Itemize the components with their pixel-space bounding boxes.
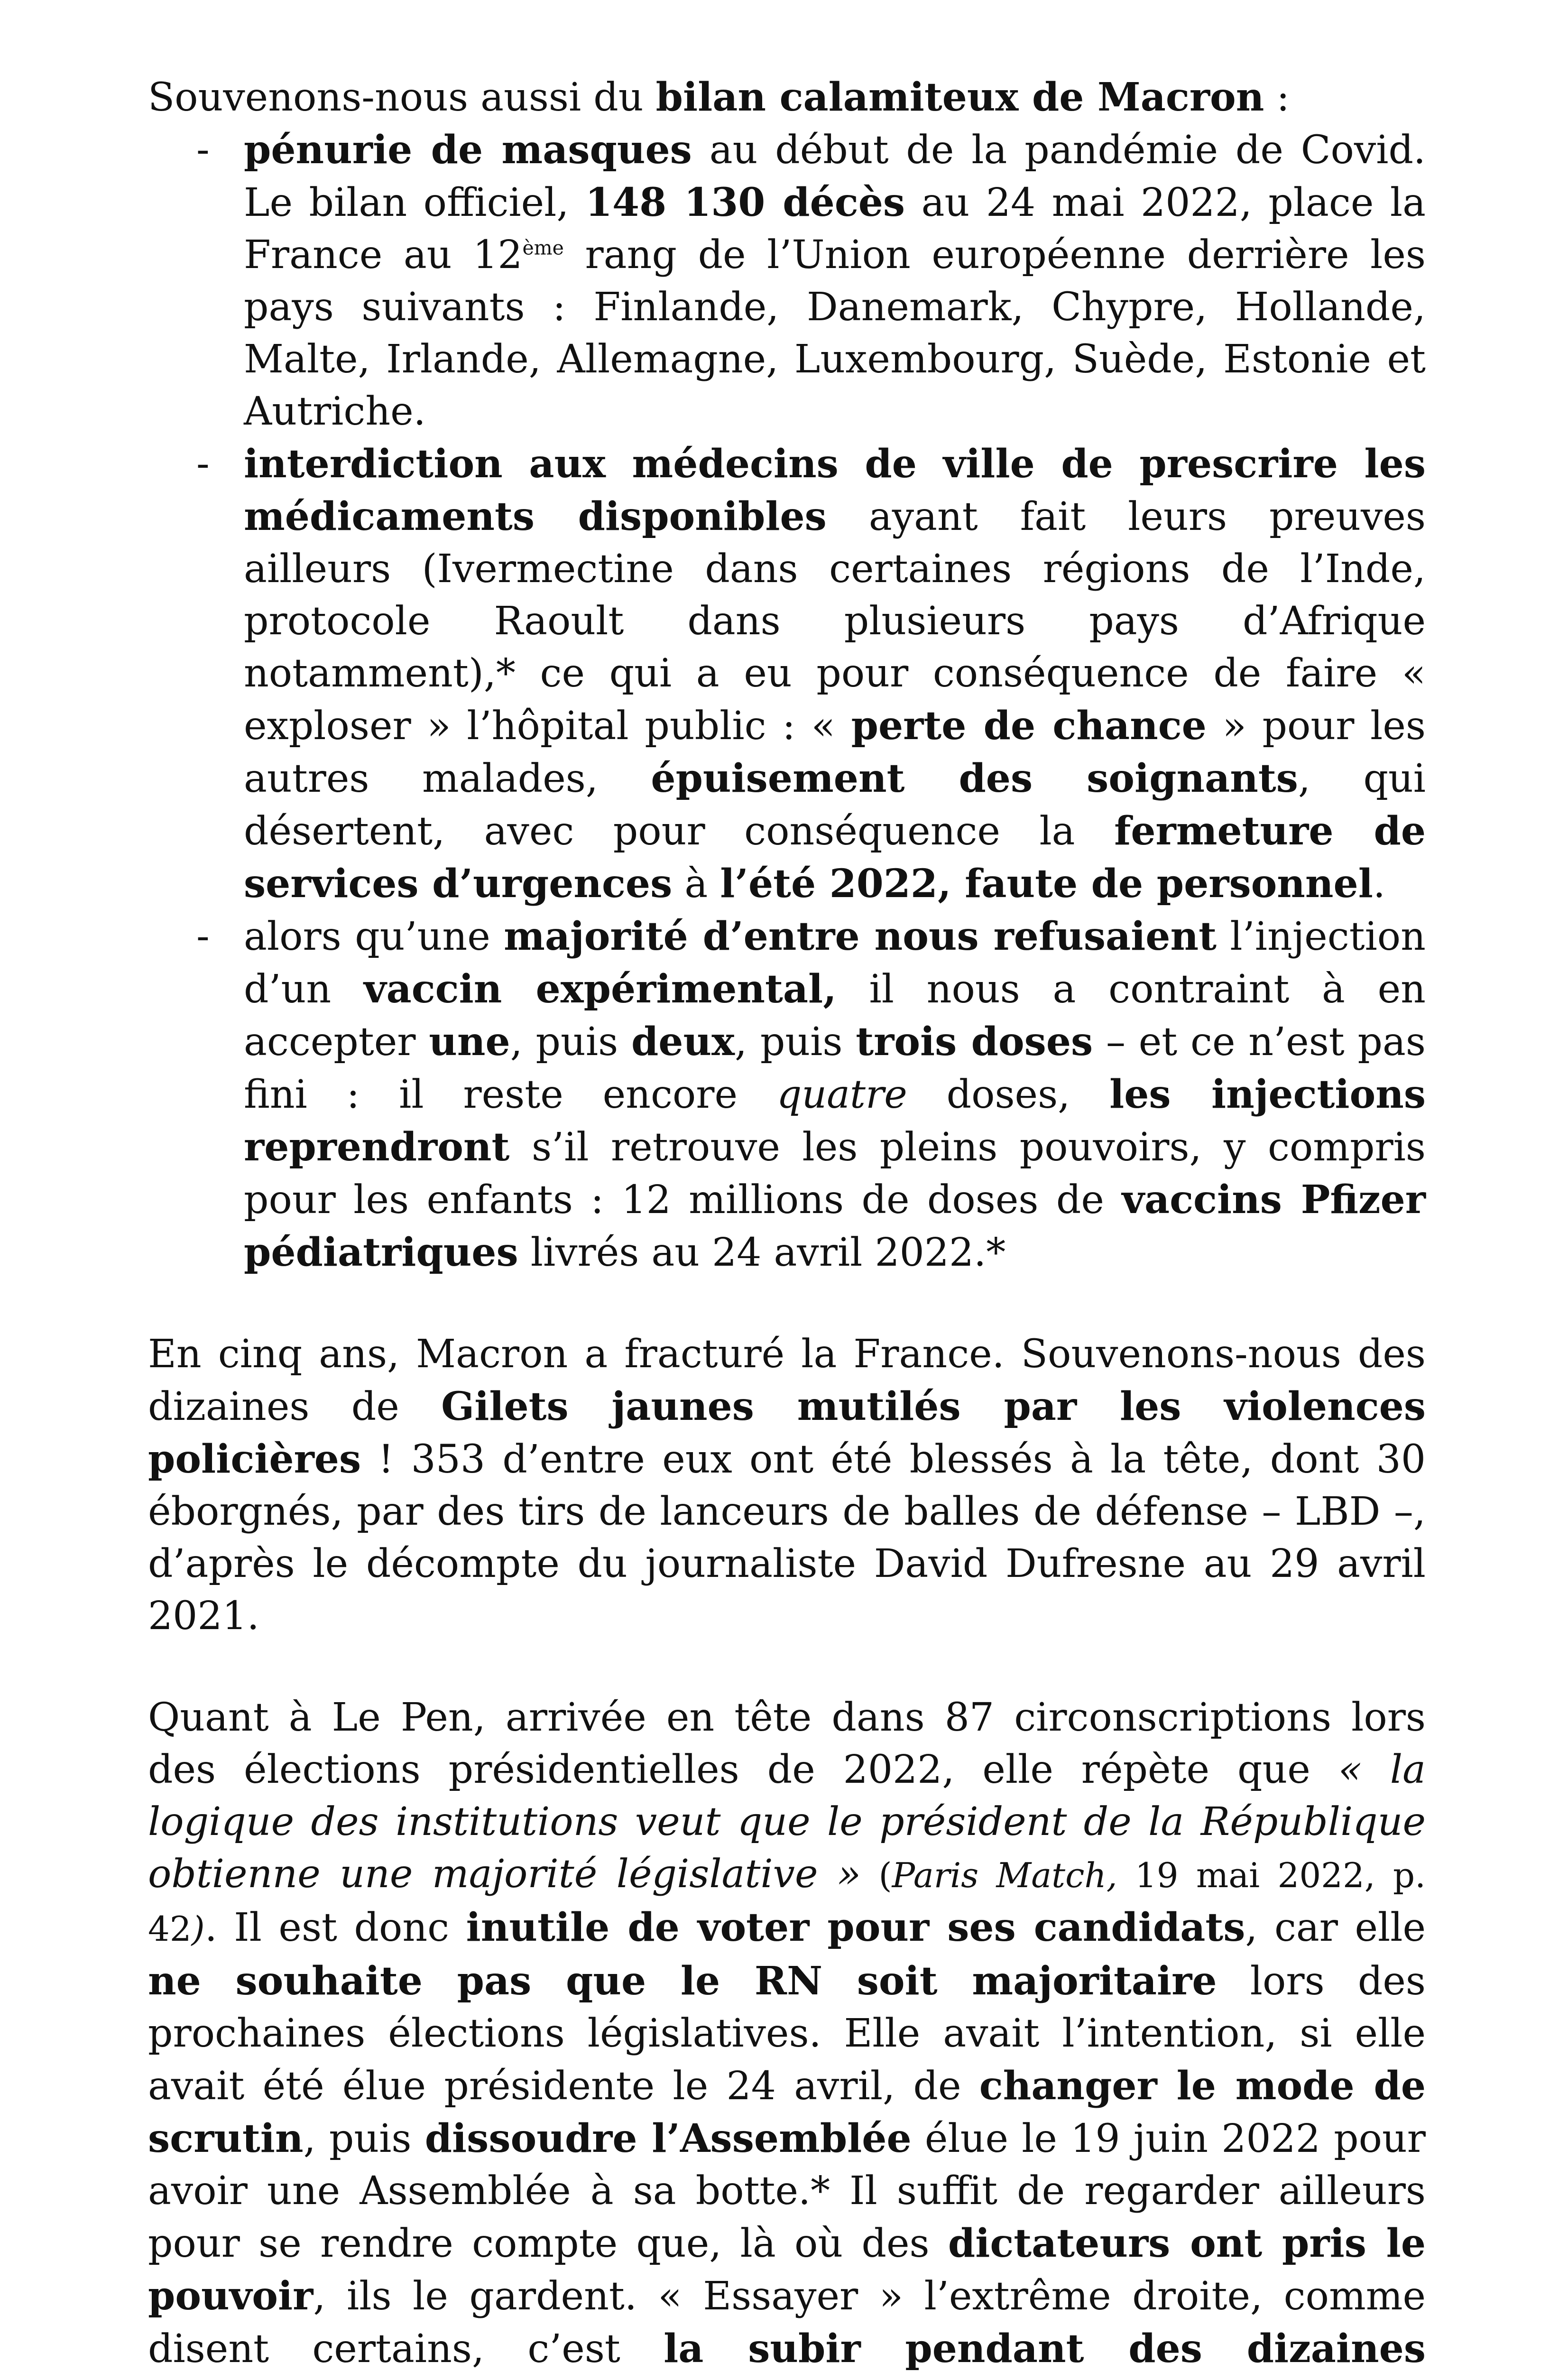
text: , puis [303,2116,425,2161]
list-item [148,124,1426,438]
citation-text: ) [191,1909,205,1949]
text: : [1264,75,1290,120]
text: alors qu’une [244,914,504,959]
bold-text: ne souhaite pas que le RN soit majoritaire [148,1958,1217,2004]
list-item [148,438,1426,910]
dash-marker: - [196,441,210,486]
text: En cinq ans, Macron a fracturé la France. Souvenons-nous des dizaines de [148,1332,1426,1429]
italic-text: quatre [776,1072,907,1117]
document-page [148,71,1426,2372]
dash-marker: - [196,914,210,959]
paragraph-gilets-jaunes [148,1328,1426,1642]
citation-source: Paris Match, [892,1855,1117,1895]
bold-text: l’été 2022, faute de personnel [720,861,1373,907]
bold-text: fermeture de services d’urgences [244,808,1426,907]
bold-text: inutile de voter pour ses candidats [466,1905,1245,1950]
text: livrés au 24 avril 2022.* [518,1230,1006,1275]
paragraph-gap [148,1642,1426,1692]
text: . [1373,862,1385,907]
text: , car elle [1245,1905,1426,1950]
text: ! 353 d’entre eux ont été blessés à la tête, dont 30 éborgnés, par des tirs de lanceurs de balles de défense – LBD –, d’après le décompte du journaliste David Dufresne au 29 avril 2021. [148,1437,1426,1639]
text: s’il retrouve les pleins pouvoirs, y compris pour les enfants : 12 millions de doses de [244,1125,1426,1223]
bold-text: pénurie de masques [244,127,692,173]
text: , puis [510,1019,631,1065]
citation-text: ( [861,1855,892,1895]
text: ayant fait leurs preuves ailleurs (Ivermectine dans certaines régions de l’Inde, protocole Raoult dans plusieurs pays d’Afrique notamment),* ce qui a eu pour conséquence de faire « exploser » l’hôpital public : « [244,494,1426,749]
text: Quant à Le Pen, arrivée en tête dans 87 circonscriptions lors des élections présidentielles de 2022, elle répète que [148,1695,1426,1792]
bold-text: interdiction aux médecins de ville de prescrire les médicaments disponibles [244,441,1426,539]
bold-text: une [429,1019,510,1065]
text: lors des prochaines élections législatives. Elle avait l’intention, si elle avait été élue présidente le 24 avril, de [148,1959,1426,2109]
paragraph-gap [148,1279,1426,1328]
text: il nous a contraint à en accepter [244,967,1426,1065]
citation-text: 19 mai 2022, p. 42 [148,1855,1426,1949]
text: au début de la pandémie de Covid. Le bilan officiel, [244,128,1426,225]
bold-text: trois doses [856,1019,1093,1065]
bold-text: bilan calamiteux de Macron [655,74,1264,120]
superscript: ème [522,236,564,259]
bold-text: majorité d’entre nous refusaient [504,914,1217,959]
text: , qui désertent, avec pour conséquence la [244,756,1426,854]
text: l’injection d’un [244,914,1426,1012]
text: – et ce n’est pas fini : il reste encore [244,1019,1426,1117]
italic-quote: « la logique des institutions veut que le président de la République obtienne une majorité législative » [148,1747,1426,1897]
bold-text: épuisement des soignants [651,756,1298,801]
text: élue le 19 juin 2022 pour avoir une Assemblée à sa botte.* Il suffit de regarder ailleurs pour se rendre compte que, là où des [148,2116,1426,2266]
dash-marker: - [196,127,210,172]
bold-text: vaccin expérimental, [363,966,837,1012]
bold-text: dissoudre l’Assemblée [424,2116,912,2161]
text: à [672,862,720,907]
text: , puis [734,1019,856,1065]
text: , ils le gardent. « Essayer » l’extrême droite, comme disent certains, c’est [148,2274,1426,2372]
bold-text: la subir pendant des dizaines [664,2326,1426,2372]
text: au 24 mai 2022, place la France au 12 [244,180,1426,278]
bold-text: les injections reprendront [244,1072,1426,1170]
text: doses, [907,1072,1110,1117]
list-item [148,910,1426,1279]
bold-text: vaccins Pfizer pédiatriques [244,1177,1426,1275]
bullet-list [148,124,1426,1279]
text: Souvenons-nous aussi du [148,75,656,120]
bold-text: changer le mode de scrutin [148,2063,1426,2161]
text: » pour les autres malades, [244,704,1426,801]
bold-text: dictateurs ont pris le pouvoir [148,2221,1426,2319]
bold-text: perte de chance [851,703,1207,749]
bold-text: 148 130 décès [585,180,905,225]
intro-paragraph [148,71,1426,124]
paragraph-le-pen [148,1692,1426,2372]
bold-text: Gilets jaunes mutilés par les violences policières [148,1384,1426,1482]
bold-text: deux [631,1019,735,1065]
text: rang de l’Union européenne derrière les pays suivants : Finlande, Danemark, Chypre, Hollande, Malte, Irlande, Allemagne, Luxembourg, Suède, Estonie et Autriche. [244,232,1426,434]
text: . Il est donc [204,1905,466,1950]
